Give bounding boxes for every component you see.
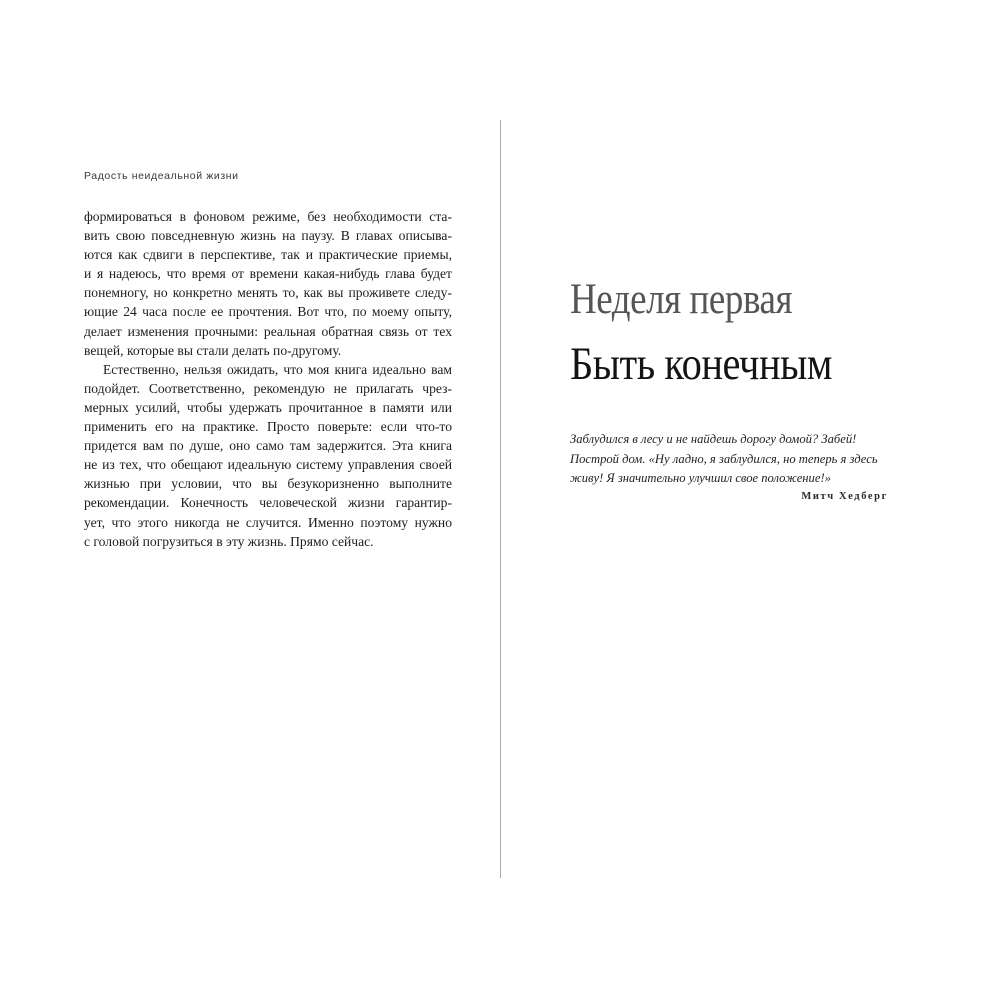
body-line: понемногу, но конкретно менять то, как вы проживете следу- [84, 285, 452, 301]
body-line: и я надеюсь, что время от времени какая-нибудь глава будет [84, 266, 452, 282]
body-line: применить его на практике. Просто поверьте: если что-то [84, 419, 452, 435]
body-line: жизнью при условии, что вы безукоризненно выполните [84, 476, 452, 492]
epigraph-line: Построй дом. «Ну ладно, я заблудился, но теперь я здесь [570, 451, 878, 466]
body-line: мерных усилий, чтобы удержать прочитанное в памяти или [84, 399, 452, 415]
body-line: подойдет. Соответственно, рекомендую не прилагать чрез- [84, 380, 452, 396]
epigraph-author: Митч Хедберг [801, 490, 888, 502]
body-line: ует, что этого никогда не случится. Именно поэтому нужно [84, 514, 452, 530]
epigraph [570, 430, 888, 502]
running-head: Радость неидеальной жизни [84, 170, 239, 182]
body-line: с головой погрузиться в эту жизнь. Прямо сейчас. [84, 533, 374, 549]
body-text [84, 207, 452, 551]
body-line: формироваться в фоновом режиме, без необходимости ста- [84, 209, 452, 224]
epigraph-line: Заблудился в лесу и не найдешь дорогу домой? Забей! [570, 432, 857, 446]
chapter-title: Быть конечным [570, 338, 833, 390]
body-line: вещей, которые вы стали делать по-другому. [84, 342, 342, 358]
gutter-divider [500, 120, 501, 878]
body-line: ющие 24 часа после ее прочтения. Вот что, по моему опыту, [84, 304, 452, 320]
body-line: не из тех, что обещают идеальную систему управления своей [84, 457, 452, 473]
body-line: делает изменения прочными: реальная обратная связь от тех [84, 323, 452, 339]
body-line: рекомендации. Конечность человеческой жизни гарантир- [84, 495, 452, 511]
right-page [570, 274, 890, 502]
part-title: Неделя первая [570, 276, 793, 323]
body-line: ются как сдвиги в перспективе, так и практические приемы, [84, 247, 452, 263]
epigraph-line: живу! Я значительно улучшил свое положение!» [570, 471, 831, 485]
left-page [84, 170, 452, 551]
body-line: вить свою повседневную жизнь на паузу. В главах описыва- [84, 228, 452, 244]
body-line: придется вам по душе, оно само там задержится. Эта книга [84, 438, 452, 454]
body-line: Естественно, нельзя ожидать, что моя книга идеально вам [103, 361, 452, 377]
